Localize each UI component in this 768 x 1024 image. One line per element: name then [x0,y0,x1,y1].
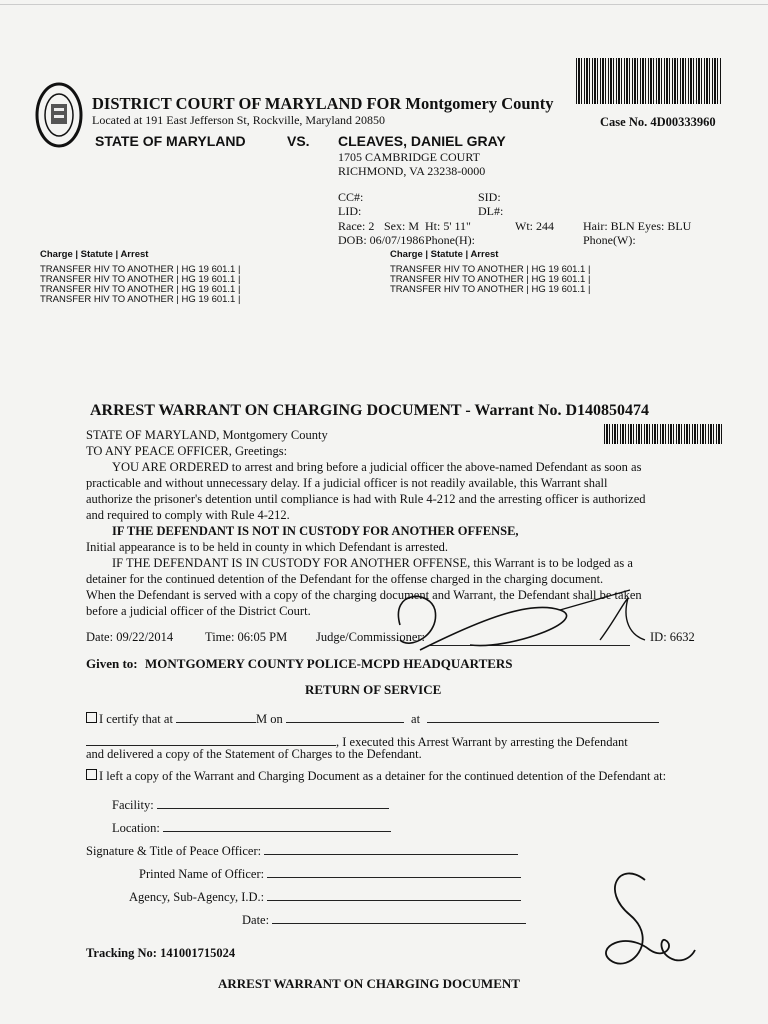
location-label: Location: [112,821,160,835]
printed-name-label: Printed Name of Officer: [139,867,265,881]
charges-header-left: Charge | Statute | Arrest [40,249,149,260]
signature-row [86,840,518,859]
court-name: DISTRICT COURT OF MARYLAND FOR Montgomery County [92,94,554,113]
agency-label: Agency, Sub-Agency, I.D.: [129,890,265,904]
issue-date: Date: 09/22/2014 [86,630,174,644]
barcode-icon [576,58,722,104]
judge-label: Judge/Commissioner: [316,630,426,644]
given-to-value: MONTGOMERY COUNTY POLICE-MCPD HEADQUARTERS [145,656,513,671]
certify-date-field[interactable] [286,708,404,723]
in-custody-line-4: before a judicial officer of the District Court. [86,604,311,618]
weight: Wt: 244 [515,219,554,233]
not-in-custody-text: Initial appearance is to be held in county in which Defendant is arrested. [86,540,449,554]
left-copy-checkbox[interactable] [86,769,97,780]
executed-field[interactable] [86,731,336,746]
charge-left-4: TRANSFER HIV TO ANOTHER | HG 19 601.1 | [40,294,241,305]
charge-left-1: TRANSFER HIV TO ANOTHER | HG 19 601.1 | [40,264,241,275]
phone-work: Phone(W): [583,233,636,247]
certify-row [86,708,659,727]
given-to-label: Given to: [86,656,138,671]
charge-left-2: TRANSFER HIV TO ANOTHER | HG 19 601.1 | [40,274,241,285]
phone-home: Phone(H): [425,233,475,247]
issue-time: Time: 06:05 PM [205,630,288,644]
agency-field[interactable] [267,886,521,901]
charges-header-right: Charge | Statute | Arrest [390,249,499,260]
charge-right-1: TRANSFER HIV TO ANOTHER | HG 19 601.1 | [390,264,591,275]
date-row [242,909,526,928]
charge-left-3: TRANSFER HIV TO ANOTHER | HG 19 601.1 | [40,284,241,295]
delivered-text: and delivered a copy of the Statement of Charges to the Defendant. [86,747,422,761]
plaintiff: STATE OF MARYLAND [95,133,246,149]
return-of-service-title: RETURN OF SERVICE [305,682,442,697]
order-line-2: practicable and without unnecessary delay. If a judicial officer is not readily available, this Warrant shall [86,476,608,490]
m-on-label: M on [256,712,283,726]
executed-label: , I executed this Arrest Warrant by arresting the Defendant [336,735,628,749]
greeting: TO ANY PEACE OFFICER, Greetings: [86,444,288,458]
sid: SID: [478,190,501,204]
left-copy-label: I left a copy of the Warrant and Charging Document as a detainer for the continued detention of the Defendant at: [99,769,667,783]
location-row [112,817,391,836]
lid: LID: [338,204,362,218]
dl-number: DL#: [478,204,504,218]
date-label: Date: [242,913,270,927]
handwritten-initials-icon [590,860,700,990]
sex: Sex: M [384,219,420,233]
order-line-4: and required to comply with Rule 4-212. [86,508,290,522]
state-county: STATE OF MARYLAND, Montgomery County [86,428,328,442]
facility-row [112,794,389,813]
left-copy-row [86,769,666,784]
in-custody-line-1: IF THE DEFENDANT IS IN CUSTODY FOR ANOTHER OFFENSE, this Warrant is to be lodged as a [112,556,633,570]
dob: DOB: 06/07/1986 [338,233,425,247]
date-field[interactable] [272,909,526,924]
case-number: Case No. 4D00333960 [600,115,716,129]
court-seal-icon [34,80,84,150]
at-label: at [411,712,421,726]
certify-checkbox[interactable] [86,712,97,723]
scan-artifact-top [0,4,768,5]
charge-right-2: TRANSFER HIV TO ANOTHER | HG 19 601.1 | [390,274,591,285]
agency-row [129,886,521,905]
defendant-address-2: RICHMOND, VA 23238-0000 [338,164,486,178]
certify-location-field[interactable] [427,708,659,723]
defendant-address-1: 1705 CAMBRIDGE COURT [338,150,480,164]
printed-name-row [139,863,521,882]
not-in-custody-heading: IF THE DEFENDANT IS NOT IN CUSTODY FOR ANOTHER OFFENSE, [112,524,519,538]
charge-right-3: TRANSFER HIV TO ANOTHER | HG 19 601.1 | [390,284,591,295]
certify-time-field[interactable] [176,708,256,723]
warrant-barcode-icon [604,424,722,444]
facility-label: Facility: [112,798,154,812]
judge-id: ID: 6632 [650,630,695,644]
signature-field[interactable] [264,840,518,855]
cc-number: CC#: [338,190,364,204]
height: Ht: 5' 11" [425,219,471,233]
in-custody-line-3: When the Defendant is served with a copy of the charging document and Warrant, the Defendant shall be taken [86,588,642,602]
warrant-title: ARREST WARRANT ON CHARGING DOCUMENT - Warrant No. D140850474 [90,402,650,419]
race: Race: 2 [338,219,375,233]
defendant-name: CLEAVES, DANIEL GRAY [338,133,506,149]
printed-name-field[interactable] [267,863,521,878]
court-address: Located at 191 East Jefferson St, Rockville, Maryland 20850 [92,113,386,127]
versus: VS. [287,133,310,149]
signature-label: Signature & Title of Peace Officer: [86,844,262,858]
footer-title: ARREST WARRANT ON CHARGING DOCUMENT [218,976,520,991]
certify-label: I certify that at [99,712,173,726]
order-line-1: YOU ARE ORDERED to arrest and bring before a judicial officer the above-named Defendant as soon as [112,460,642,474]
tracking-number: Tracking No: 141001715024 [86,946,236,960]
facility-field[interactable] [157,794,389,809]
location-field[interactable] [163,817,391,832]
order-line-3: authorize the prisoner's detention until compliance is had with Rule 4-212 and the arresting officer is authorized [86,492,646,506]
in-custody-line-2: detainer for the continued detention of the Defendant for the offense charged in the charging document. [86,572,604,586]
hair-eyes: Hair: BLN Eyes: BLU [583,219,692,233]
